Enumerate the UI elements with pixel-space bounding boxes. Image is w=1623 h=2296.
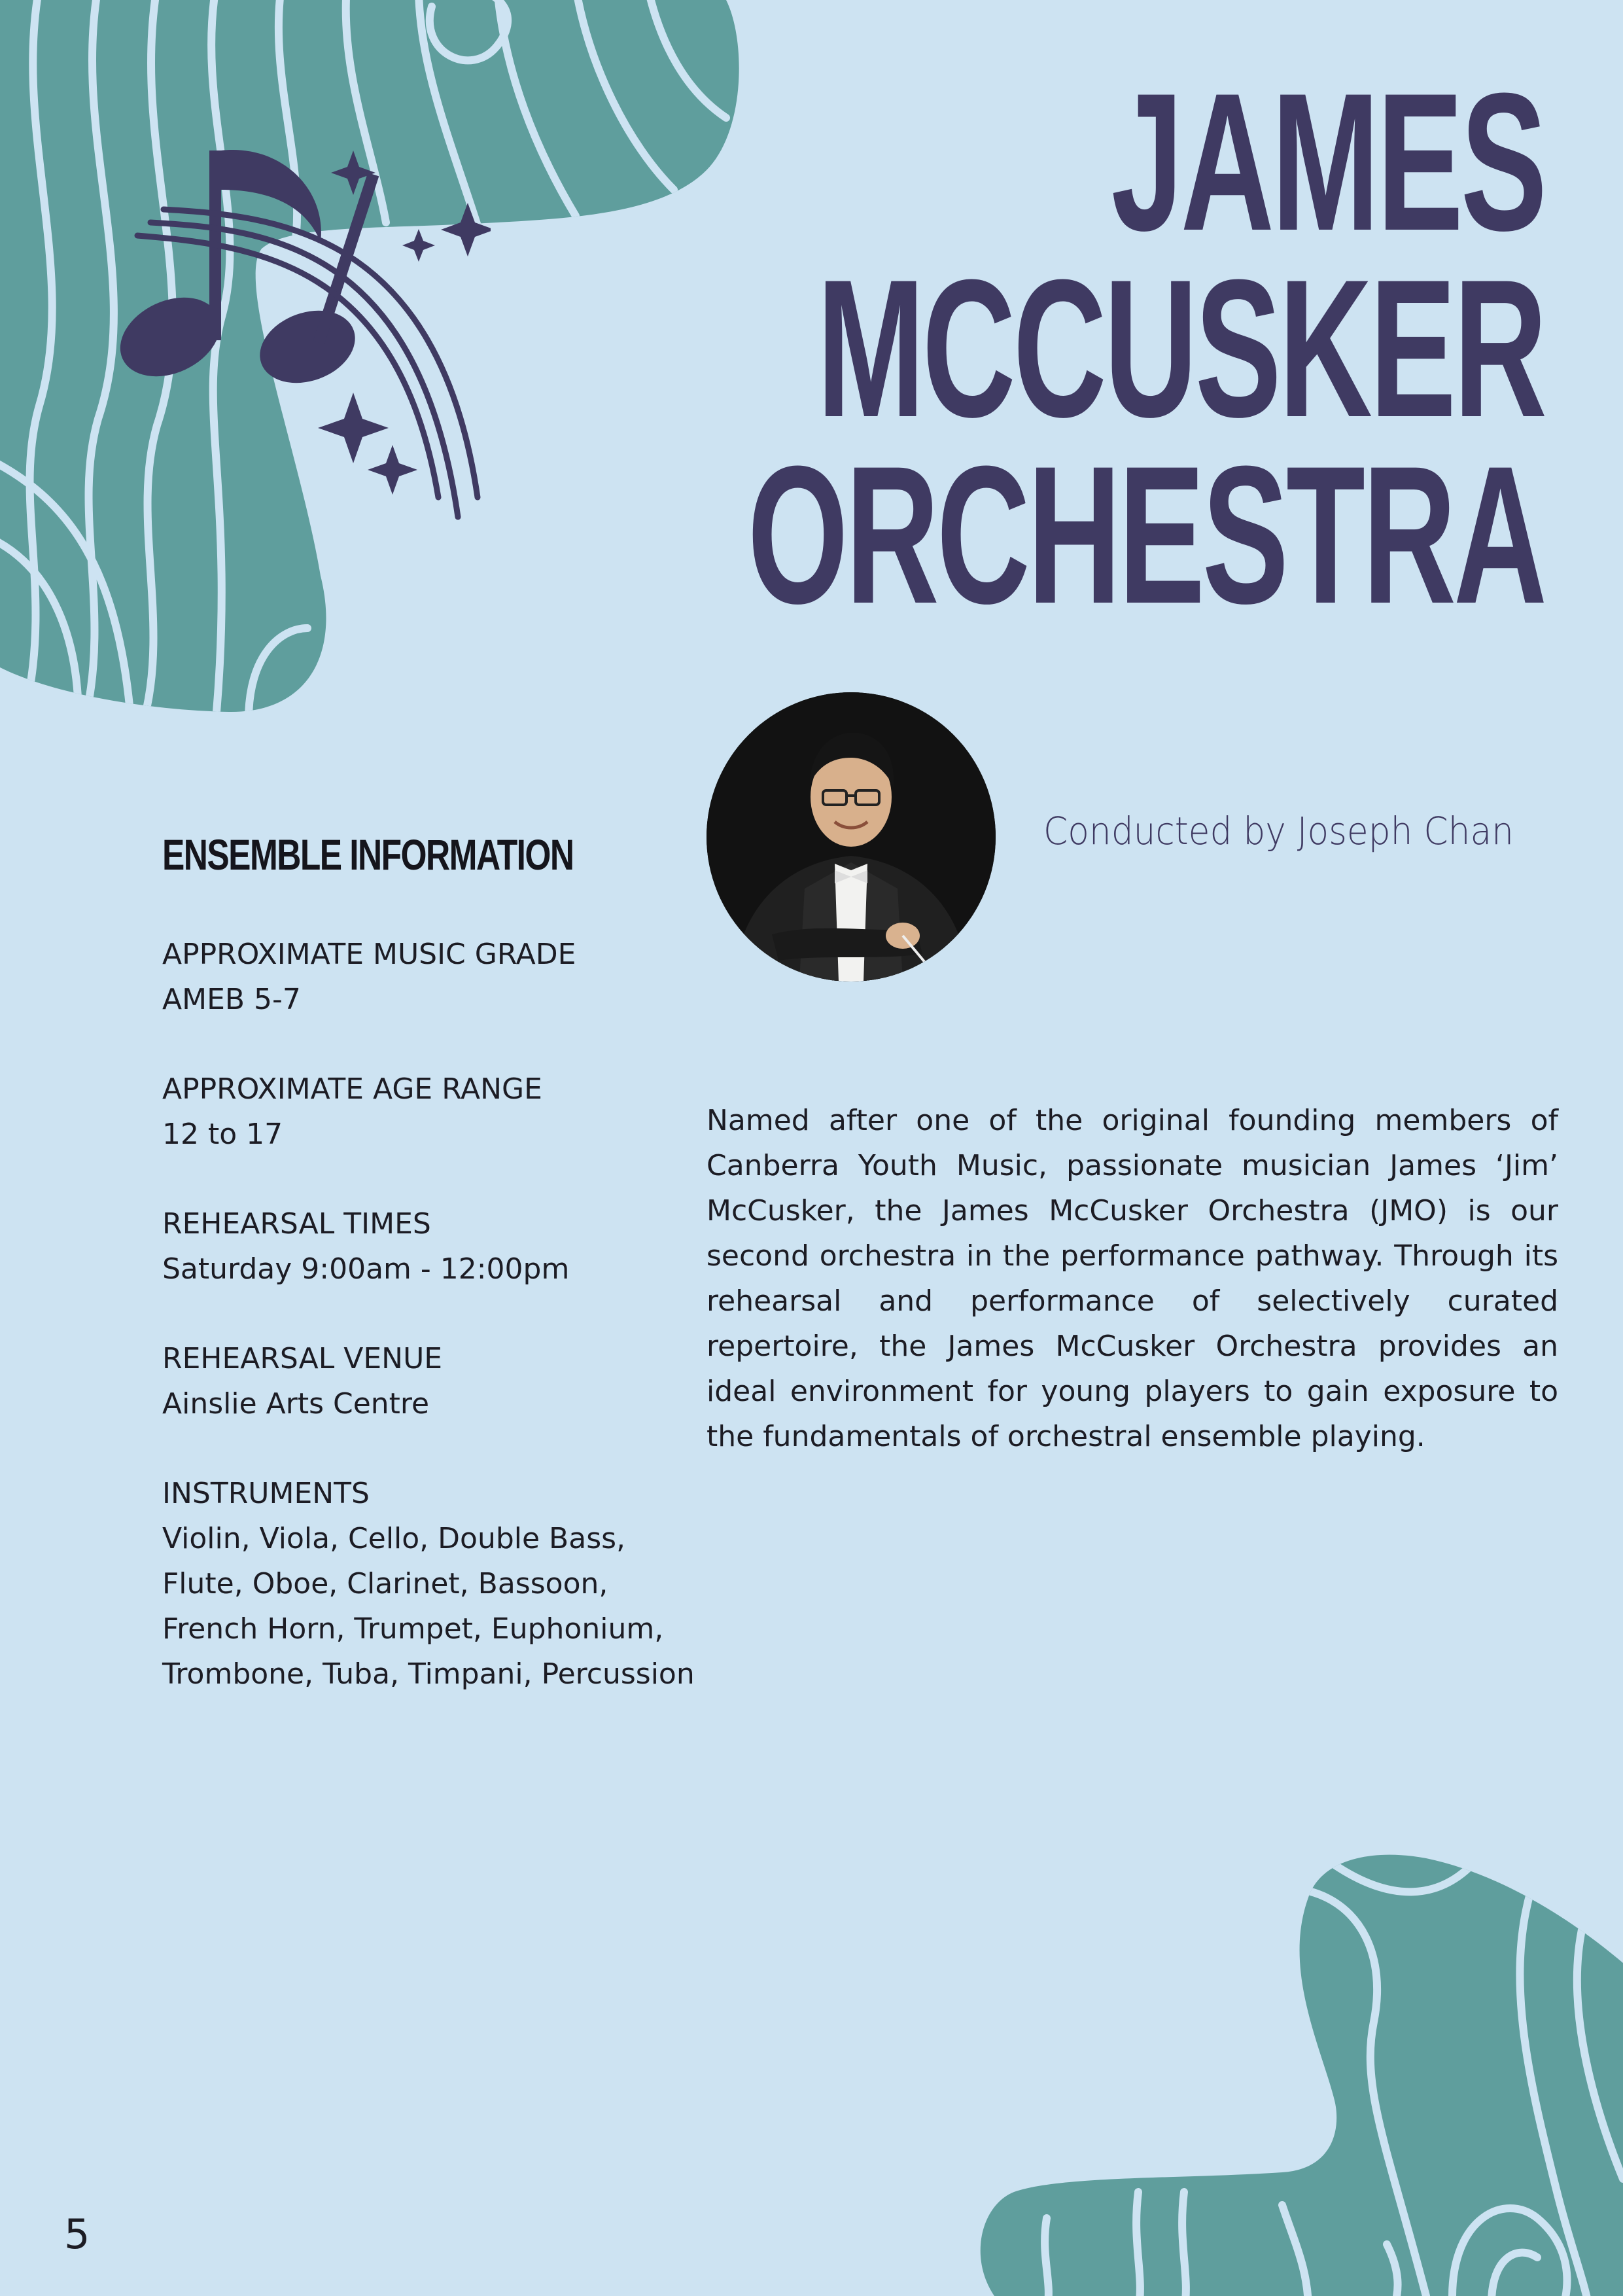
info-label: INSTRUMENTS — [162, 1477, 370, 1510]
info-value: 12 to 17 — [162, 1118, 283, 1151]
info-item — [162, 1471, 699, 1697]
ensemble-info-heading: ENSEMBLE INFORMATION — [162, 830, 574, 879]
page-number: 5 — [64, 2210, 90, 2258]
info-item — [162, 1067, 699, 1157]
conductor-portrait-illustration — [707, 692, 996, 981]
info-value: Saturday 9:00am - 12:00pm — [162, 1252, 570, 1286]
info-label: APPROXIMATE MUSIC GRADE — [162, 938, 576, 971]
orchestra-description: Named after one of the original founding members of Canberra Youth Music, passionate musician James ‘Jim’ McCusker, the James McCusker Orchestra (JMO) is our second orchestra in the performance pathway. Through its rehearsal and performance of selectively curated repertoire, the James McCusker Orchestra provides an ideal environment for young players to gain exposure to the fundamentals of orchestral ensemble playing. — [707, 1104, 1558, 1453]
info-value: AMEB 5-7 — [162, 983, 301, 1016]
title-line: MCCUSKER — [816, 238, 1544, 458]
info-label: REHEARSAL TIMES — [162, 1207, 431, 1241]
info-label: APPROXIMATE AGE RANGE — [162, 1072, 542, 1106]
decorative-wave-blob-bottom — [968, 1852, 1623, 2296]
music-notes-icon — [111, 131, 491, 523]
info-item — [162, 1201, 699, 1292]
title-line: ORCHESTRA — [747, 425, 1544, 645]
info-value: Ainslie Arts Centre — [162, 1387, 430, 1421]
page-title — [747, 52, 1544, 645]
info-item — [162, 1336, 699, 1426]
info-item — [162, 932, 699, 1022]
info-label: REHEARSAL VENUE — [162, 1342, 443, 1375]
ensemble-info — [162, 830, 699, 1741]
conductor-credit: Conducted by Joseph Chan — [1043, 809, 1514, 853]
title-line: JAMES — [1111, 52, 1544, 272]
info-value: Violin, Viola, Cello, Double Bass, Flute, Oboe, Clarinet, Bassoon, French Horn, Trumpet, Euphonium, Trombone, Tuba, Timpani, Percussion — [162, 1522, 695, 1691]
conductor-photo — [707, 692, 996, 981]
